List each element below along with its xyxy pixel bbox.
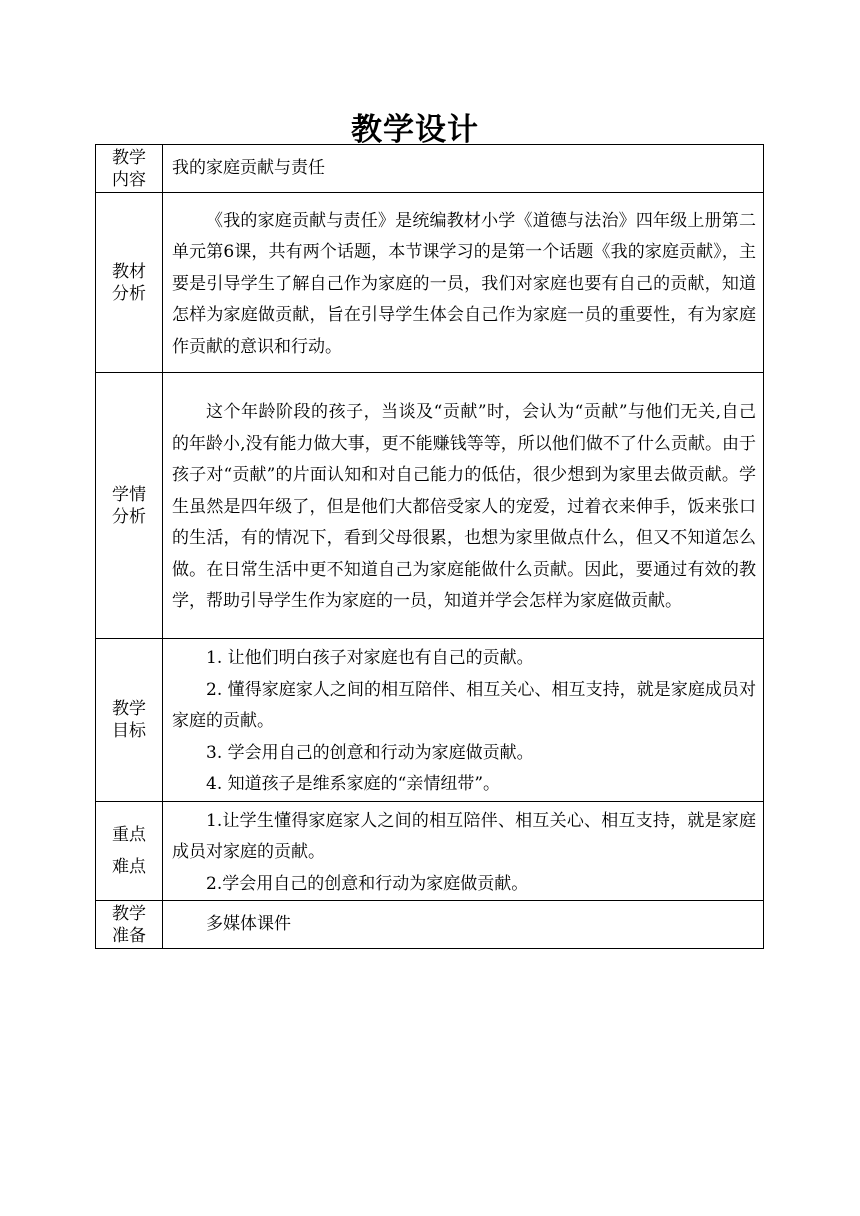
label-cell-content bbox=[96, 145, 163, 193]
key-point-item: 1.让学生懂得家庭家人之间的相互陪伴、相互关心、相互支持，就是家庭成员对家庭的贡献。 bbox=[172, 810, 756, 862]
label-line: 教材 bbox=[112, 261, 146, 282]
label-line: 难点 bbox=[112, 856, 146, 877]
key-point-item: 2.学会用自己的创意和行动为家庭做贡献。 bbox=[206, 873, 529, 894]
label-line: 教学 bbox=[112, 698, 146, 719]
label-line: 内容 bbox=[112, 169, 146, 190]
lesson-design-table bbox=[95, 144, 764, 949]
label-cell-preparation bbox=[96, 901, 163, 949]
goal-item: 3. 学会用自己的创意和行动为家庭做贡献。 bbox=[206, 742, 534, 763]
table-row-key-points bbox=[96, 801, 764, 901]
content-cell-textbook-analysis bbox=[163, 193, 764, 373]
table-row-goals bbox=[96, 639, 764, 802]
label-line: 准备 bbox=[112, 925, 146, 946]
label-line: 重点 bbox=[112, 824, 146, 845]
goal-item: 2. 懂得家庭家人之间的相互陪伴、相互关心、相互支持，就是家庭成员对家庭的贡献。 bbox=[172, 679, 756, 731]
label-cell-goals bbox=[96, 639, 163, 802]
content-cell-preparation bbox=[163, 901, 764, 949]
textbook-analysis-text: 《我的家庭贡献与责任》是统编教材小学《道德与法治》四年级上册第二单元第6课，共有两个话题，本节课学习的是第一个话题《我的家庭贡献》，主要是引导学生了解自己作为家庭的一员，我们对家庭也要有自己的贡献，知道怎样为家庭做贡献，旨在引导学生体会自己作为家庭一员的重要性，有为家庭作贡献的意识和行动。 bbox=[172, 210, 756, 357]
content-cell-lesson-topic bbox=[163, 145, 764, 193]
content-cell-goals bbox=[163, 639, 764, 802]
learner-analysis-text: 这个年龄阶段的孩子，当谈及“贡献”时，会认为“贡献”与他们无关,自己的年龄小,没有能力做大事，更不能赚钱等等，所以他们做不了什么贡献。由于孩子对“贡献”的片面认知和对自己能力的低估，很少想到为家里去做贡献。学生虽然是四年级了，但是他们大都倍受家人的宠爱，过着衣来伸手，饭来张口的生活，有的情况下，看到父母很累，也想为家里做点什么，但又不知道怎么做。在日常生活中更不知道自己为家庭能做什么贡献。因此，要通过有效的教学，帮助引导学生作为家庭的一员，知道并学会怎样为家庭做贡献。 bbox=[172, 402, 756, 612]
document-title: 教学设计 bbox=[351, 112, 479, 148]
label-line: 学情 bbox=[112, 484, 146, 505]
goal-item: 1. 让他们明白孩子对家庭也有自己的贡献。 bbox=[206, 648, 534, 668]
label-line: 目标 bbox=[112, 720, 146, 741]
table-row-learner-analysis bbox=[96, 373, 764, 639]
lesson-topic: 我的家庭贡献与责任 bbox=[172, 157, 325, 178]
goal-item: 4. 知道孩子是维系家庭的“亲情纽带”。 bbox=[206, 774, 501, 794]
label-line: 教学 bbox=[112, 147, 146, 168]
label-line: 教学 bbox=[112, 903, 146, 924]
table-row-textbook-analysis bbox=[96, 193, 764, 373]
content-cell-learner-analysis bbox=[163, 373, 764, 639]
label-cell-learner-analysis bbox=[96, 373, 163, 639]
content-cell-key-points bbox=[163, 801, 764, 901]
label-cell-textbook-analysis bbox=[96, 193, 163, 373]
label-line: 分析 bbox=[112, 283, 146, 304]
label-line: 分析 bbox=[112, 506, 146, 527]
table-row-content bbox=[96, 145, 764, 193]
label-cell-key-points bbox=[96, 801, 163, 901]
preparation-value: 多媒体课件 bbox=[206, 913, 291, 934]
table-row-preparation bbox=[96, 901, 764, 949]
